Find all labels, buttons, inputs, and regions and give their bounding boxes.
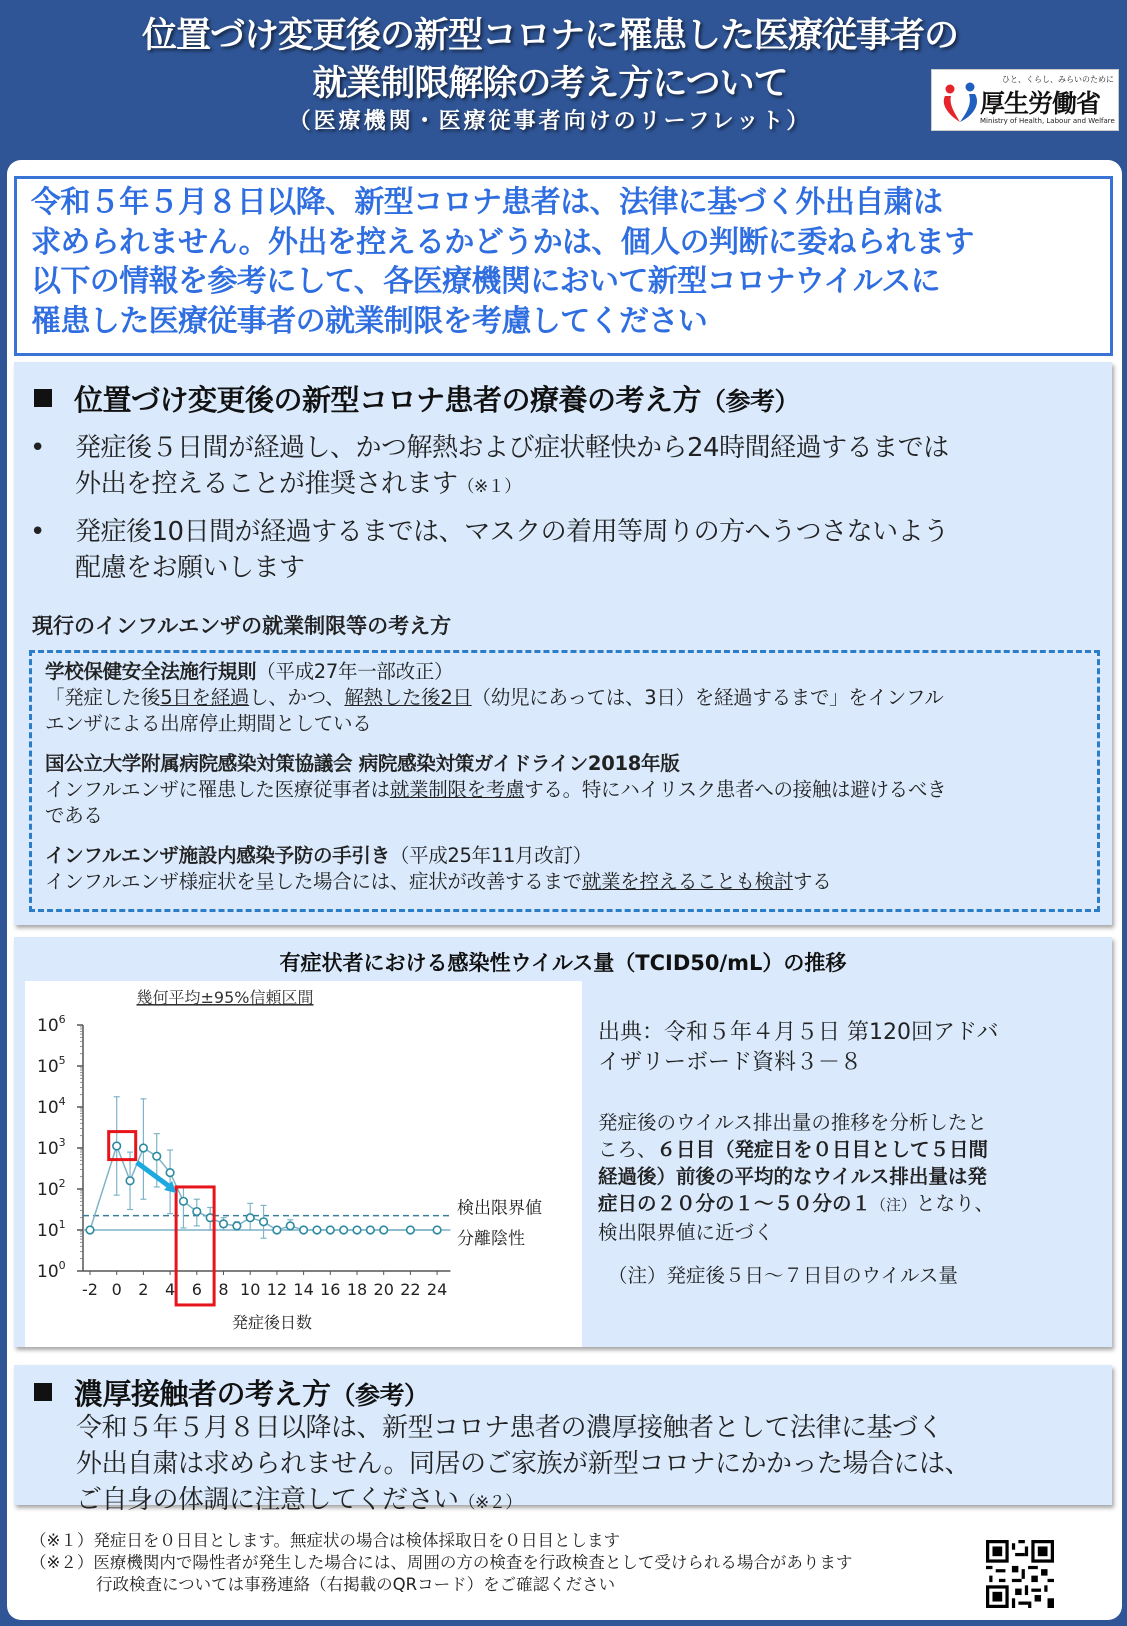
mhlw-heart-figures-icon (939, 82, 981, 124)
footnote-1: （※１）発症日を０日目とします。無症状の場合は検体採取日を０日目とします (30, 1531, 621, 1550)
svg-text:24: 24 (426, 1280, 448, 1299)
svg-text:101: $10^1$ (37, 1218, 66, 1241)
svg-text:20: 20 (373, 1280, 394, 1299)
svg-text:6: 6 (191, 1280, 202, 1299)
chart-source: 出典：令和５年４月５日 第120回アドバ イザリーボード資料３－８ (598, 1020, 999, 1075)
rule-body: インフルエンザ様症状を呈した場合には、症状が改善するまで就業を控えることも検討する (45, 870, 832, 893)
chart-description: 発症後のウイルス排出量の推移を分析したと ころ、６日目（発症日を０日目として５日間 経過後）前後の平均的なウイルス排出量は発 症日の２０分の１～５０分の１（注）となり、 検出限界値に近づく (598, 1111, 995, 1244)
rule-body: である (45, 804, 103, 827)
svg-text:12: 12 (266, 1280, 288, 1299)
section3-heading: 濃厚接触者の考え方（参考） (34, 1372, 429, 1413)
chart-note: （注）発症後５日～７日目のウイルス量 (608, 1264, 958, 1287)
svg-text:8: 8 (218, 1280, 229, 1299)
svg-text:4: 4 (165, 1280, 176, 1299)
svg-text:発症後日数: 発症後日数 (231, 1313, 313, 1332)
rule-title: 学校保健安全法施行規則（平成27年一部改正） (45, 660, 454, 683)
notice-line: 求められません。外出を控えるかどうかは、個人の判断に委ねられます (31, 224, 974, 260)
svg-text:102: $10^2$ (37, 1177, 66, 1200)
svg-text:14: 14 (293, 1280, 314, 1299)
close-contact-line: 令和５年５月８日以降は、新型コロナ患者の濃厚接触者として法律に基づく (76, 1413, 944, 1443)
svg-text:-2: -2 (82, 1280, 98, 1299)
svg-text:105: $10^5$ (37, 1054, 66, 1077)
notice-line: 以下の情報を参考にして、各医療機関において新型コロナウイルスに (31, 264, 940, 299)
svg-text:0: 0 (111, 1280, 122, 1299)
viral-load-chart (25, 981, 582, 1347)
svg-text:100: $10^0$ (37, 1259, 66, 1282)
svg-text:10: 10 (240, 1280, 261, 1299)
section1-heading: 位置づけ変更後の新型コロナ患者の療養の考え方（参考） (34, 378, 799, 419)
logo-english: Ministry of Health, Labour and Welfare (980, 117, 1115, 125)
svg-text:2: 2 (138, 1280, 149, 1299)
qr-code[interactable] (986, 1540, 1054, 1608)
rule-body: インフルエンザに罹患した医療従事者は就業制限を考慮する。特にハイリスク患者への接触は避けるべき (45, 778, 947, 801)
influenza-heading: 現行のインフルエンザの就業制限等の考え方 (32, 614, 452, 638)
svg-text:106: $10^6$ (37, 1013, 66, 1036)
rule-title: 国公立大学附属病院感染対策協議会 病院感染対策ガイドライン2018年版 (45, 752, 680, 775)
page-title-line1: 位置づけ変更後の新型コロナに罹患した医療従事者の (141, 16, 958, 56)
bullet-dot-icon: • (30, 517, 45, 547)
square-bullet-icon (34, 1383, 52, 1401)
svg-text:22: 22 (400, 1280, 421, 1299)
footnote-2-cont: 行政検査については事務連絡（右掲載のQRコード）をご確認ください (30, 1575, 616, 1594)
bullet-dot-icon: • (30, 433, 45, 463)
notice-box (14, 176, 1113, 356)
page-title-line2: 就業制限解除の考え方について (312, 64, 788, 104)
chart-canvas (25, 981, 582, 1347)
close-contact-line: ご自身の体調に注意してください（※２） (76, 1485, 522, 1515)
logo-tagline: ひと、くらし、みらいのために (1002, 75, 1114, 84)
svg-text:16: 16 (320, 1280, 341, 1299)
notice-line: 罹患した医療従事者の就業制限を考慮してください (31, 303, 708, 339)
close-contact-line: 外出自粛は求められません。同居のご家族が新型コロナにかかった場合には、 (76, 1449, 971, 1479)
chart-subtitle: 幾何平均±95%信頼区間 (136, 988, 314, 1007)
rule-body: エンザによる出席停止期間としている (45, 712, 372, 735)
svg-text:103: $10^3$ (37, 1136, 66, 1159)
svg-text:18: 18 (346, 1280, 368, 1299)
rule-body: 「発症した後5日を経過し、かつ、解熱した後2日（幼児にあっては、3日）を経過するまで」をインフル (45, 686, 944, 709)
mhlw-logo (931, 69, 1119, 131)
svg-text:104: $10^4$ (37, 1095, 66, 1118)
rule-title: インフルエンザ施設内感染予防の手引き（平成25年11月改訂） (45, 844, 592, 867)
svg-text:検出限界値: 検出限界値 (457, 1198, 542, 1219)
chart-section-title: 有症状者における感染性ウイルス量（TCID50/mL）の推移 (279, 951, 847, 975)
svg-text:分離陰性: 分離陰性 (457, 1229, 525, 1249)
footnote-2: （※２）医療機関内で陽性者が発生した場合には、周囲の方の検査を行政検査として受けられる場合があります (30, 1553, 853, 1572)
logo-name: 厚生労働省 (980, 89, 1101, 118)
page-subtitle: （医療機関・医療従事者向けのリーフレット） (288, 109, 812, 134)
notice-line: 令和５年５月８日以降、新型コロナ患者は、法律に基づく外出自粛は (31, 185, 943, 220)
influenza-rules-box (29, 650, 1100, 912)
header (0, 0, 1127, 160)
square-bullet-icon (34, 389, 52, 407)
